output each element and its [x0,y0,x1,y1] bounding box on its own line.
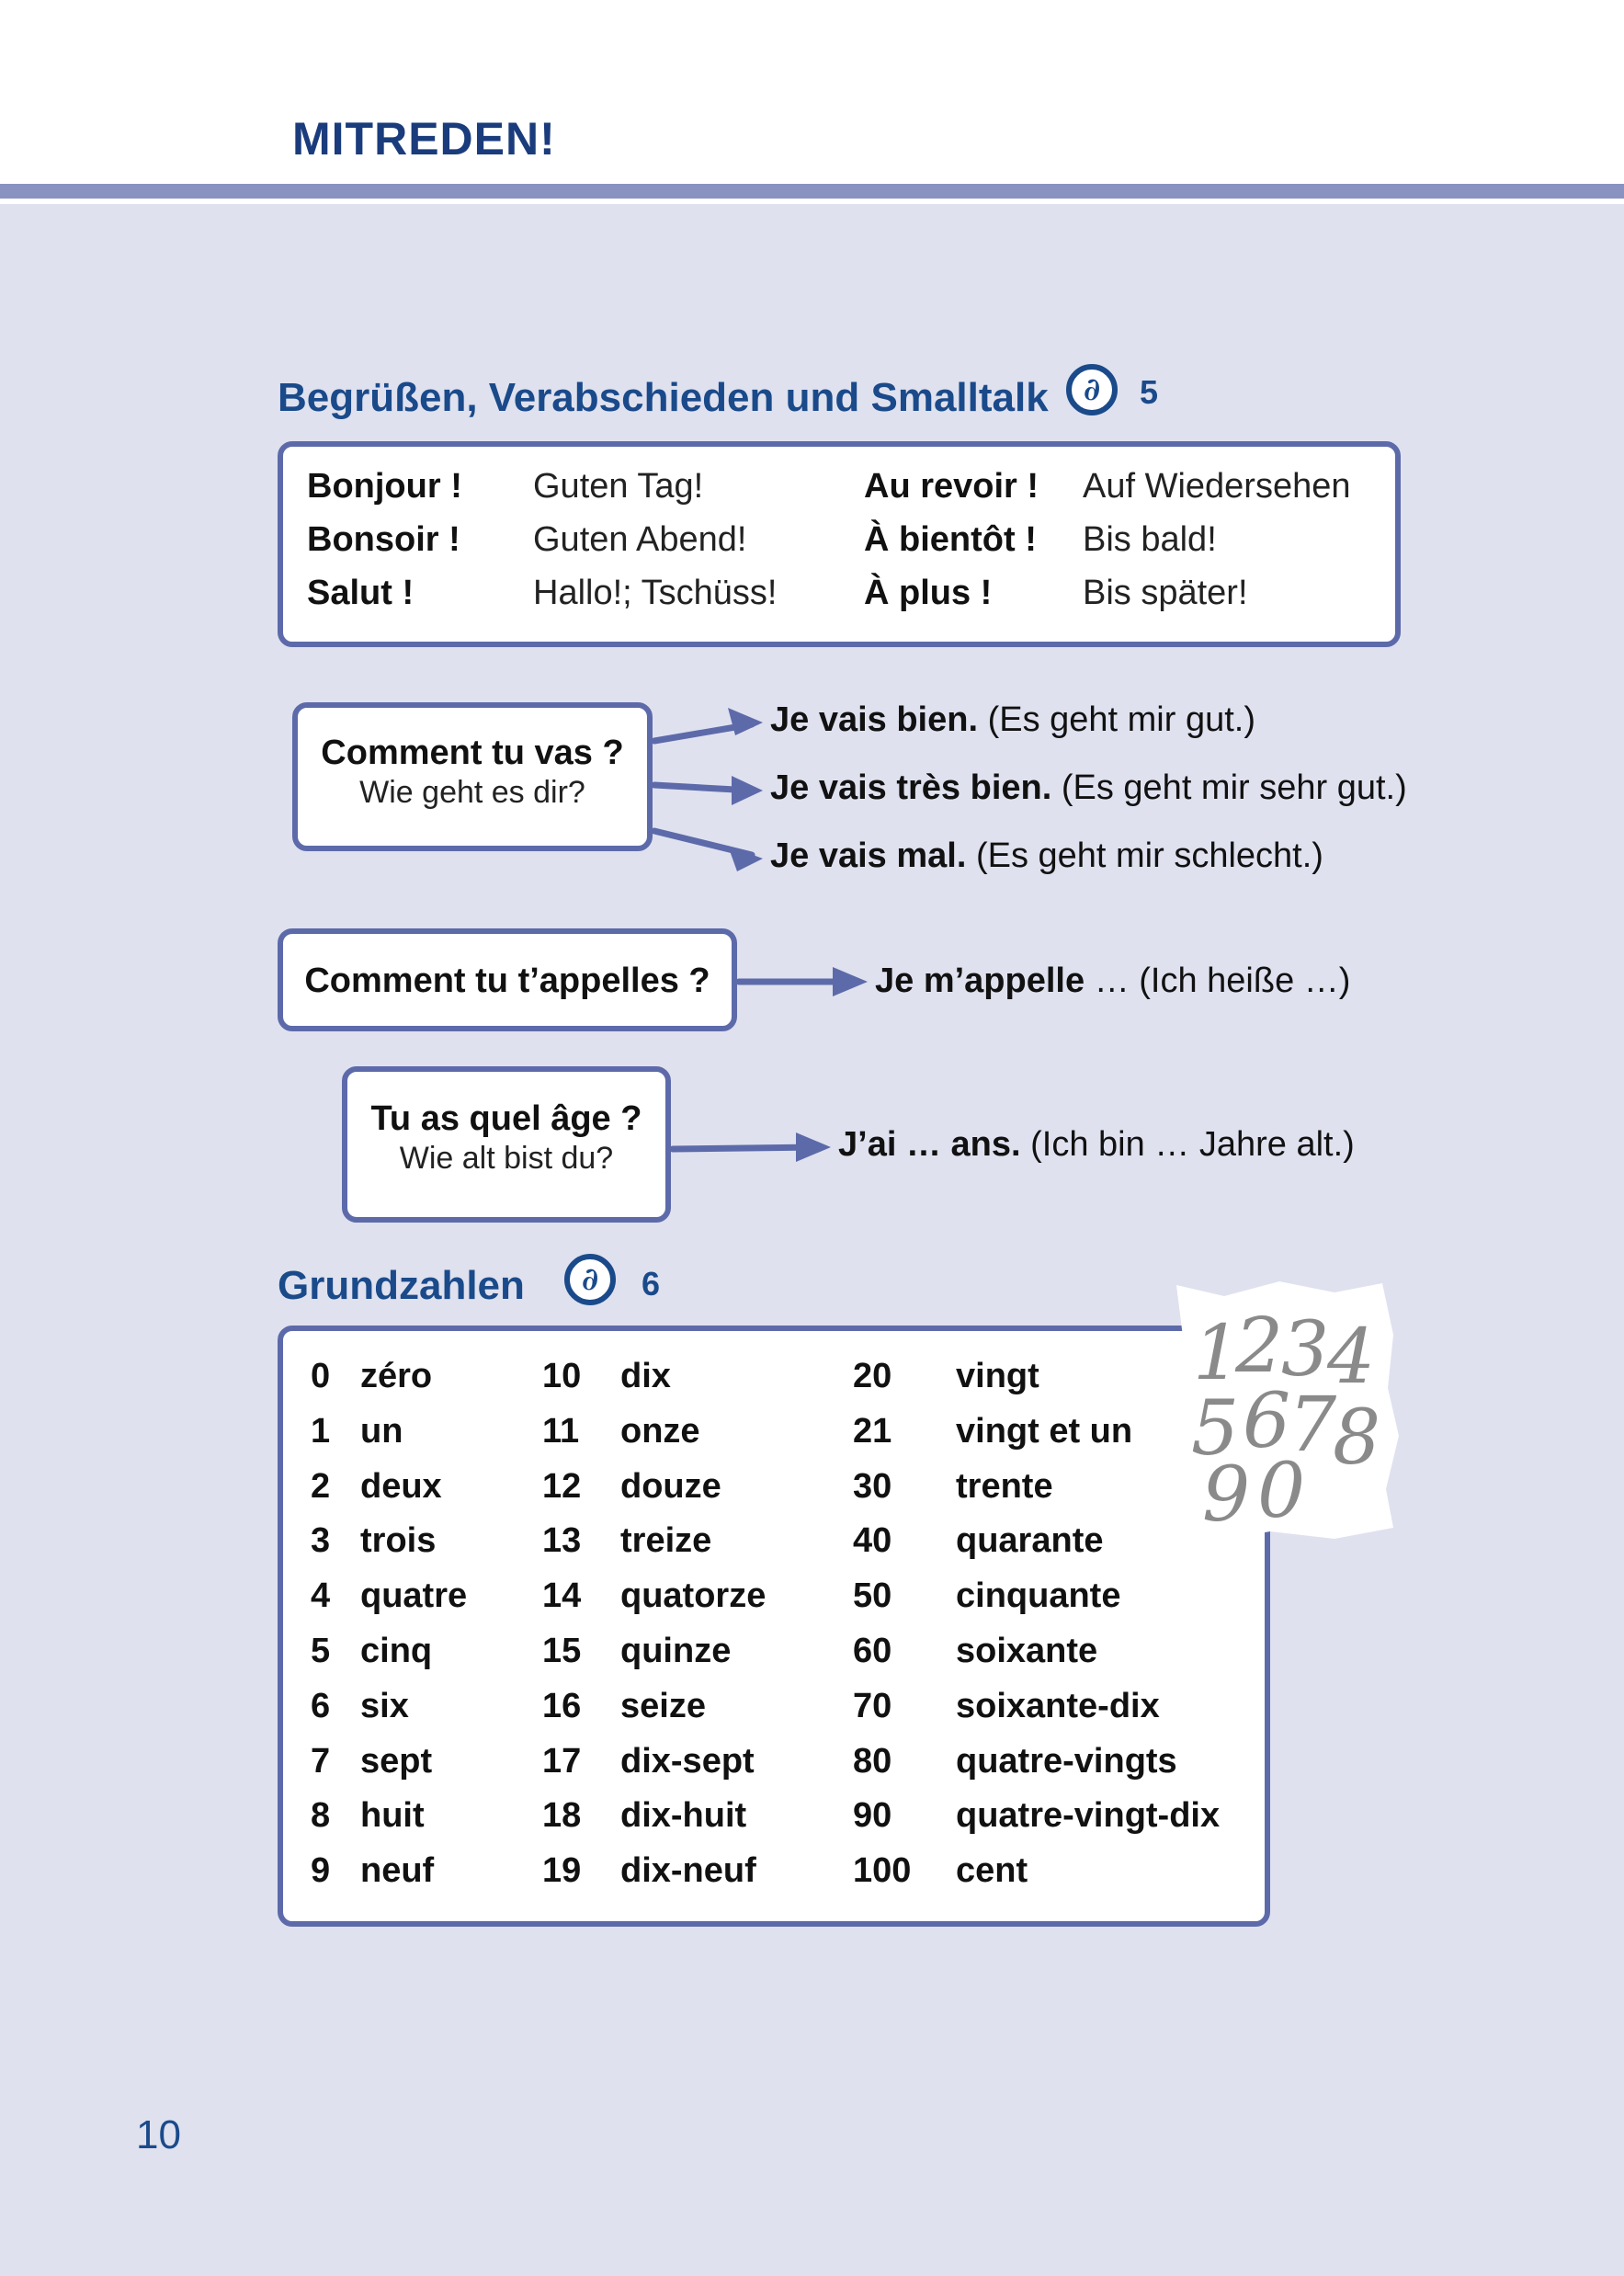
number-word: dix [620,1357,671,1395]
number-word: six [360,1686,409,1725]
illustration-digit: 4 [1327,1314,1376,1401]
greeting-german: Guten Abend! [533,520,747,559]
number-digit: 10 [542,1357,582,1395]
number-digit: 100 [853,1851,912,1891]
number-word: zéro [360,1357,433,1395]
number-word: un [360,1411,403,1451]
illustration-digit: 3 [1281,1306,1330,1394]
question-fr: Comment tu t’appelles ? [304,962,710,1000]
number-digit: 0 [311,1357,331,1395]
question-de: Wie alt bist du? [399,1141,614,1176]
number-digit: 3 [311,1521,331,1561]
number-word: dix-neuf [620,1851,756,1891]
number-digit: 9 [311,1851,331,1891]
header-rule [0,184,1624,199]
question-box-age [342,1066,671,1223]
number-word: treize [620,1521,712,1561]
answer-2: Je vais très bien. (Es geht mir sehr gut.) [770,768,1407,807]
greeting-french: Salut ! [307,574,415,612]
number-digit: 2 [311,1466,331,1506]
question-box-how-are-you [292,702,653,851]
ear-audio-icon[interactable]: ∂ [564,1254,616,1305]
audio-track-number: 6 [642,1265,661,1303]
illustration-digit: 7 [1289,1382,1337,1469]
number-word: quatre-vingts [956,1741,1177,1781]
number-word: quatre-vingt-dix [956,1796,1221,1836]
number-digit: 17 [542,1741,582,1781]
answer-1: Je vais bien. (Es geht mir gut.) [770,700,1255,739]
number-digit: 6 [311,1686,331,1725]
illustration-digit: 2 [1235,1303,1284,1390]
greeting-german: Bis bald! [1083,520,1217,559]
number-digit: 14 [542,1576,582,1616]
number-digit: 80 [853,1741,892,1781]
number-word: cinquante [956,1576,1121,1616]
number-word: sept [360,1741,433,1781]
number-word: deux [360,1466,442,1506]
greeting-german: Guten Tag! [533,467,704,506]
number-word: vingt [956,1357,1039,1395]
illustration-digit: 1 [1193,1310,1242,1397]
number-digit: 1 [311,1411,331,1451]
greeting-french: Bonjour ! [307,467,462,506]
number-word: vingt et un [956,1411,1133,1451]
number-word: dix-huit [620,1796,747,1836]
number-digit: 19 [542,1851,582,1891]
number-digit: 70 [853,1686,892,1725]
number-word: neuf [360,1851,435,1891]
numbers-heading: Grundzahlen [278,1263,525,1308]
page-number: 10 [136,2112,181,2157]
number-word: onze [620,1411,700,1451]
number-digit: 21 [853,1411,892,1451]
greeting-french: À bientôt ! [864,520,1037,559]
number-word: quinze [620,1632,732,1670]
greeting-german: Hallo!; Tschüss! [533,574,778,612]
number-word: huit [360,1796,425,1836]
number-word: soixante-dix [956,1686,1160,1725]
question-box-name [278,928,737,1031]
number-digit: 15 [542,1632,582,1670]
number-word: cent [956,1851,1028,1891]
header-band [0,0,1624,184]
number-digit: 18 [542,1796,582,1836]
number-digit: 4 [311,1576,331,1616]
greeting-french: À plus ! [864,574,993,612]
number-word: douze [620,1466,721,1506]
illustration-digit: 5 [1191,1385,1240,1473]
page-title: MITREDEN! [292,113,556,165]
answer-name: Je m’appelle … (Ich heiße …) [875,962,1351,1000]
question-fr: Comment tu vas ? [321,734,624,772]
greeting-german: Bis später! [1083,574,1248,612]
number-digit: 50 [853,1576,892,1616]
number-digit: 7 [311,1741,331,1781]
number-digit: 11 [542,1411,580,1451]
number-word: cinq [360,1632,433,1670]
greeting-french: Bonsoir ! [307,520,460,559]
numbers-illustration [1169,1280,1401,1546]
greetings-heading: Begrüßen, Verabschieden und Smalltalk [278,375,1049,420]
number-digit: 90 [853,1796,892,1836]
number-word: quatre [360,1576,468,1616]
number-digit: 12 [542,1466,582,1506]
number-word: trente [956,1466,1053,1506]
audio-track-number: 5 [1140,373,1159,411]
number-digit: 13 [542,1521,582,1561]
greeting-german: Auf Wiedersehen [1083,467,1351,506]
question-fr: Tu as quel âge ? [370,1099,642,1138]
answer-3: Je vais mal. (Es geht mir schlecht.) [770,836,1323,875]
question-de: Wie geht es dir? [359,775,585,810]
illustration-digit: 8 [1333,1394,1381,1482]
greetings-box [278,441,1401,647]
number-word: soixante [956,1632,1098,1670]
number-digit: 8 [311,1796,331,1836]
number-digit: 40 [853,1521,892,1561]
ear-audio-icon[interactable]: ∂ [1066,364,1118,415]
number-digit: 16 [542,1686,582,1725]
answer-age: J’ai … ans. (Ich bin … Jahre alt.) [838,1125,1355,1164]
illustration-digit: 9 [1202,1451,1251,1539]
number-digit: 30 [853,1466,892,1506]
number-word: trois [360,1521,437,1561]
number-word: seize [620,1686,706,1725]
number-word: quatorze [620,1576,767,1616]
illustration-digit: 0 [1257,1448,1306,1535]
greeting-french: Au revoir ! [864,467,1039,506]
number-word: quarante [956,1521,1104,1561]
number-digit: 5 [311,1632,331,1670]
number-digit: 60 [853,1632,892,1670]
number-word: dix-sept [620,1741,755,1781]
number-digit: 20 [853,1357,892,1395]
illustration-digit: 6 [1243,1378,1291,1465]
